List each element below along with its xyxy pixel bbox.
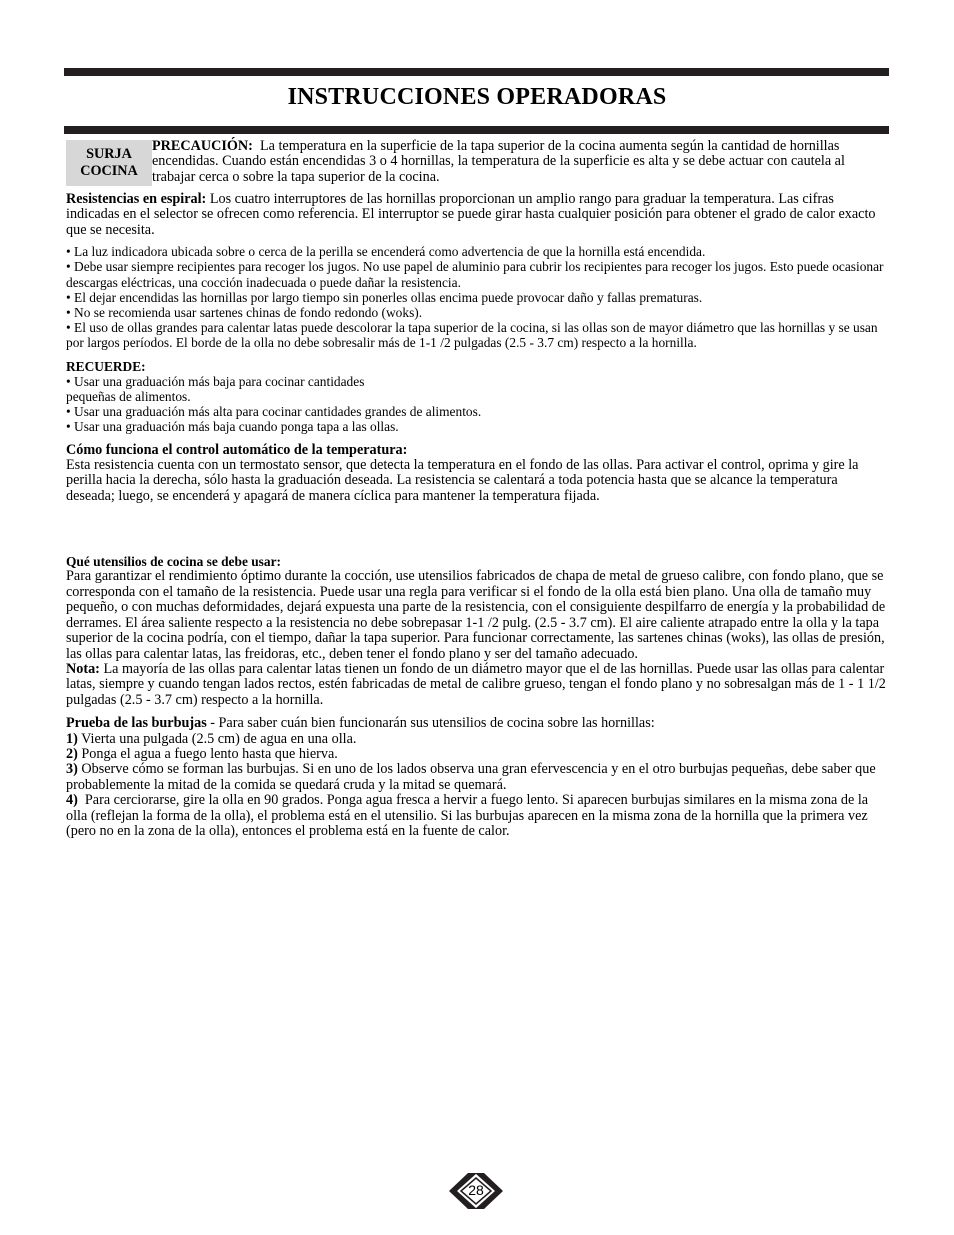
content xyxy=(66,139,888,839)
bubbles-intro-text: - Para saber cuán bien funcionarán sus utensilios de cocina sobre las hornillas: xyxy=(210,715,655,732)
utensils-heading: Qué utensilios de cocina se debe usar: xyxy=(66,554,281,570)
bubbles-step xyxy=(66,747,888,762)
utensils-note xyxy=(66,662,888,708)
step-text: Observe cómo se forman las burbujas. Si en uno de los lados observa una gran efervescencia y en el otro burbujas pequeñas, debe saber que probablemente la mitad de la comida se quedará cruda y la mitad se quemará. xyxy=(66,761,876,793)
list-item: • El uso de ollas grandes para calentar latas puede descolorar la tapa superior de la cocina, si las ollas son de mayor diámetro que las hornillas y se usan por largos períodos. El borde de la olla no debe sobresalir más de 1-1 /2 pulgadas (2.5 - 3.7 cm) respecto a la hornilla. xyxy=(66,320,878,351)
bubbles-heading: Prueba de las burbujas xyxy=(66,715,207,732)
caution-text xyxy=(152,139,888,185)
caution-label xyxy=(66,140,152,186)
auto-control-body: Esta resistencia cuenta con un termostato sensor, que detecta la temperatura en el fondo de las ollas. Para activar el control, oprima y gire la perilla hacia la derecha, sólo hasta la graduación deseada. La resistencia se calentará a toda potencia hasta que se alcance la temperatura deseada; luego, se encenderá y apagará de manera cíclica para mantener la temperatura fijada. xyxy=(66,457,859,504)
page-title: INSTRUCCIONES OPERADORAS xyxy=(287,84,667,110)
list-item: • Usar una graduación más alta para cocinar cantidades grandes de alimentos. xyxy=(66,404,482,420)
step-text: Vierta una pulgada (2.5 cm) de agua en una olla. xyxy=(81,730,357,747)
list-item: • No se recomienda usar sartenes chinas de fondo redondo (woks). xyxy=(66,305,423,321)
auto-control-heading: Cómo funciona el control automático de la temperatura: xyxy=(66,441,408,458)
top-rule xyxy=(64,68,889,76)
step-number: 1) xyxy=(66,730,78,747)
list-item: • Usar una graduación más baja cuando ponga tapa a las ollas. xyxy=(66,419,399,435)
list-item: • El dejar encendidas las hornillas por largo tiempo sin ponerles ollas encima puede provocar daño y fallas prematuras. xyxy=(66,289,703,305)
remember-bullets xyxy=(66,374,888,435)
caution-heading: PRECAUCIÓN: xyxy=(152,138,253,154)
header-rule xyxy=(64,126,889,134)
note-body: La mayoría de las ollas para calentar latas tienen un fondo de un diámetro mayor que el de las hornillas. Puede usar las ollas para calentar latas, siempre y cuando tengan lados rectos, estén fabricadas de metal de calibre grueso, tengan el fondo plano y no sobresalgan más de 1 - 1 1/2 pulgadas (2.5 - 3.7 cm) respecto a la hornilla. xyxy=(66,660,886,708)
step-number: 3) xyxy=(66,761,78,778)
coils-paragraph xyxy=(66,192,888,238)
caution-body: La temperatura en la superficie de la tapa superior de la cocina aumenta según la cantidad de hornillas encendidas. Cuando están encendidas 3 o 4 hornillas, la temperatura de la superficie es alta y se debe actuar con cautela al trabajar cerca o sobre la tapa superior de la cocina. xyxy=(152,138,845,185)
page-number: 28 xyxy=(468,1182,484,1198)
coils-bullets xyxy=(66,244,888,350)
bubbles-step xyxy=(66,762,888,793)
bubbles-intro xyxy=(66,716,888,731)
step-text: Para cerciorarse, gire la olla en 90 grados. Ponga agua fresca a hervir a fuego lento. Si aparecen burbujas similares en la misma zona de la olla (reflejan la forma de la olla), el problema está en el utensilio. Si las burbujas aparecen en la misma zona de la hornilla que la primera vez (pero no en la zona de la olla), entonces el problema está en la fuente de calor. xyxy=(66,792,869,839)
list-item: • La luz indicadora ubicada sobre o cerca de la perilla se encenderá como advertencia de que la hornilla está encendida. xyxy=(66,244,706,260)
bubbles-step xyxy=(66,732,888,747)
note-label: Nota: xyxy=(66,660,100,677)
coils-heading: Resistencias en espiral: xyxy=(66,191,207,207)
caution-label-line1: SURJA xyxy=(86,146,132,162)
step-text: Ponga el agua a fuego lento hasta que hierva. xyxy=(81,745,338,762)
remember-heading: RECUERDE: xyxy=(66,358,146,374)
step-number: 2) xyxy=(66,745,78,762)
bubbles-step xyxy=(66,793,888,839)
caution-block xyxy=(66,139,888,186)
list-item: • Usar una graduación más baja para cocinar cantidades xyxy=(66,373,365,389)
step-number: 4) xyxy=(66,792,78,809)
list-item: • Debe usar siempre recipientes para recoger los jugos. No use papel de aluminio para cubrir los recipientes para recoger los jugos. Esto puede ocasionar descargas eléctricas, una cocción inadecuada o puede dañar la resistencia. xyxy=(66,259,884,290)
coils-body: Los cuatro interruptores de las hornillas proporcionan un amplio rango para graduar la temperatura. Las cifras indicadas en el selector se ofrecen como referencia. El interruptor se puede girar hasta cualquier posición para obtener el grado de calor exacto que se necesita. xyxy=(66,191,876,238)
list-item: pequeñas de alimentos. xyxy=(66,389,191,405)
caution-label-line2: COCINA xyxy=(80,163,138,179)
utensils-body: Para garantizar el rendimiento óptimo durante la cocción, use utensilios fabricados de chapa de metal de grueso calibre, con fondo plano, que se corresponda con el tamaño de la resistencia. Puede usar una regla para verificar si el fondo de la olla está bien plano. Una olla de tamaño muy pequeño, o con muchas deformidades, dejará expuesta una parte de la resistencia, con el consiguiente despilfarro de energía y la probabilidad de derrames. El área saliente respecto a la resistencia no debe sobrepasar 1-1 /2 pulg. (2.5 - 3.7 cm). El aire caliente atrapado entre la olla y la tapa superior de la cocina podría, con el tiempo, dañar la tapa superior. Para funcionar correctamente, las sartenes chinas (woks), las ollas de presión, las ollas para calentar latas, las freidoras, etc., deben tener el fondo plano y ser del tamaño adecuado. xyxy=(66,568,886,662)
